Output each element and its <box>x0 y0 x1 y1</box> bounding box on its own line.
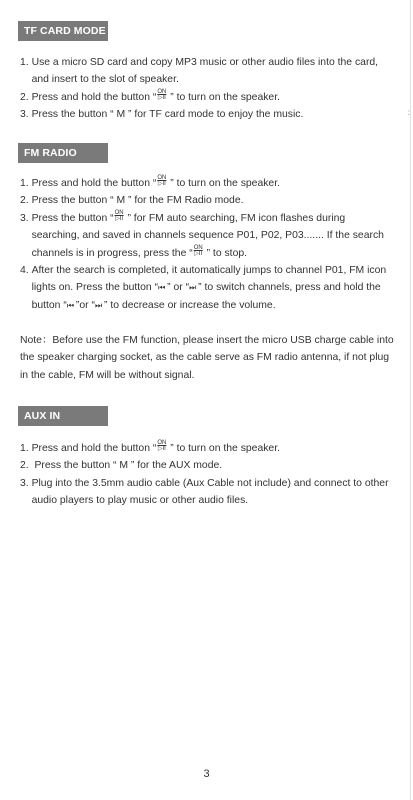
list-item: 3. Press the button “ $\frac{ON}{▷II}$ ” for FM auto searching, FM icon flashes during searching, and saved in channels sequence P01, P02, P03....... If the search channels is in progress, press the “ $\frac{ON}{▷II}$ ” to stop. <box>20 210 384 259</box>
tf-card-mode-heading: TF CARD MODE <box>18 21 108 41</box>
on-play-pause-icon: $\frac{ON}{▷II}$ <box>157 89 167 102</box>
edge-mark: : <box>407 108 410 117</box>
list-item: 2. Press the button “ M ” for the AUX mode. <box>20 460 223 472</box>
previous-icon: ⏮ <box>158 283 165 293</box>
list-item: 3. Plug into the 3.5mm audio cable (Aux Cable not include) and connect to other audio players to play music or other audio files. <box>20 477 389 507</box>
fm-radio-heading: FM RADIO <box>18 143 108 163</box>
fm-antenna-note: Note：Before use the FM function, please insert the micro USB charge cable into the speaker charging socket, as the cable serve as FM radio antenna, if not plug in the cable, FM will be without signal. <box>20 335 394 381</box>
list-item: 1. Use a micro SD card and copy MP3 music or other audio files into the card, and insert to the slot of speaker. <box>20 57 379 86</box>
fm-radio-steps <box>20 175 395 314</box>
aux-in-heading: AUX IN <box>18 406 108 426</box>
on-play-pause-icon: $\frac{ON}{▷II}$ <box>157 175 167 188</box>
page-number: 3 <box>203 768 210 780</box>
list-item: 2. Press and hold the button “ $\frac{ON}{▷II}$ ” to turn on the speaker. <box>20 89 280 103</box>
aux-in-steps <box>20 440 395 510</box>
list-item: 1. Press and hold the button “ $\frac{ON}{▷II}$ ” to turn on the speaker. <box>20 440 280 454</box>
previous-icon: ⏮ <box>66 300 74 310</box>
list-item: 4. After the search is completed, it automatically jumps to channel P01, FM icon lights on. Press the button “⏮ ” or “⏭ ” to switch channels, press and hold the button “⏮ ”or “⏭ ” to decrease or increase the volume. <box>20 265 387 311</box>
list-item: 1. Press and hold the button “ $\frac{ON}{▷II}$ ” to turn on the speaker. <box>20 175 280 189</box>
on-play-pause-icon: $\frac{ON}{▷II}$ <box>114 210 124 223</box>
list-item: 2. Press the button “ M ” for the FM Radio mode. <box>20 195 244 207</box>
on-play-pause-icon: $\frac{ON}{▷II}$ <box>157 440 167 453</box>
next-icon: ⏭ <box>94 300 102 310</box>
page-edge-line <box>407 0 411 800</box>
on-play-pause-icon: $\frac{ON}{▷II}$ <box>193 244 203 257</box>
next-icon: ⏭ <box>189 283 196 293</box>
tf-card-mode-steps <box>20 54 395 124</box>
list-item: 3. Press the button “ M ” for TF card mode to enjoy the music. <box>20 109 304 121</box>
